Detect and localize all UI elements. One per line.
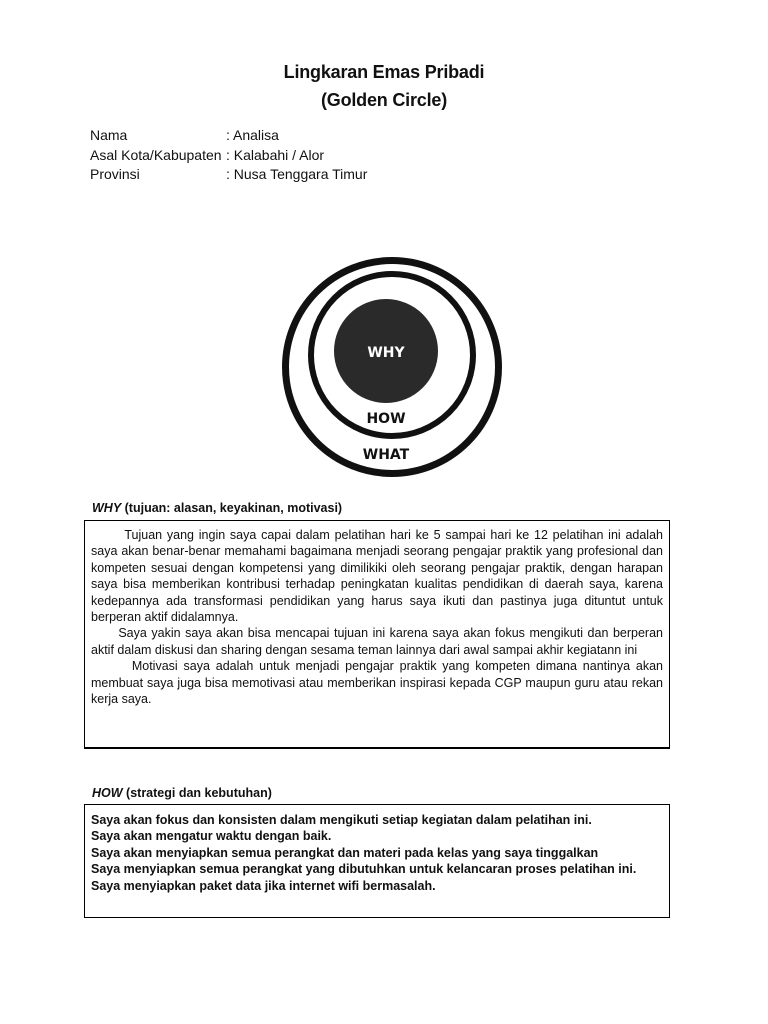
how-line: Saya menyiapkan semua perangkat yang dibutuhkan untuk kelancaran proses pelatihan ini. (91, 862, 637, 877)
info-label: Asal Kota/Kabupaten (90, 146, 222, 163)
why-paragraph: Motivasi saya adalah untuk menjadi pengajar praktik yang kompeten dimana nantinya akan membuat saya juga bisa memotivasi atau memberikan inspirasi kepada CGP maupun guru atau rekan kerja saya. (91, 659, 663, 707)
why-heading-key: WHY (92, 501, 122, 515)
info-value: : Analisa (226, 127, 279, 143)
info-label: Provinsi (90, 166, 140, 182)
identity-info (90, 126, 367, 185)
what-label: WHAT (362, 447, 410, 463)
why-content-box (84, 520, 670, 749)
how-content-box (84, 804, 670, 918)
why-heading-text: (tujuan: alasan, keyakinan, motivasi) (121, 501, 343, 515)
why-paragraph: Tujuan yang ingin saya capai dalam pelatihan hari ke 5 sampai hari ke 12 pelatihan ini adalah saya akan benar-benar memahami bagaimana menjadi seorang pengajar praktik yang profesional dan kompeten sesuai dengan kompetensi yang dimilikiki oleh seorang pengajar praktik, dengan harapan saya bisa memberikan kontribusi terhadap peningkatan kualitas pendidikan di daerah saya, karena kedepannya ada transformasi pendidikan yang harus saya ikuti dan pastinya juga dituntut untuk berperan aktif didalamnya. (91, 528, 663, 625)
how-line: Saya akan menyiapkan semua perangkat dan materi pada kelas yang saya tinggalkan (91, 845, 599, 860)
info-value: : Nusa Tenggara Timur (226, 166, 368, 182)
golden-circle-diagram (280, 255, 504, 479)
how-line: Saya akan fokus dan konsisten dalam mengikuti setiap kegiatan dalam pelatihan ini. (91, 813, 592, 827)
how-section-heading (92, 786, 272, 800)
how-line: Saya menyiapkan paket data jika internet wifi bermasalah. (91, 878, 436, 893)
info-row-provinsi (90, 165, 367, 185)
info-value: : Kalabahi / Alor (226, 146, 325, 163)
title-line-2: (Golden Circle) (320, 90, 447, 110)
how-line: Saya akan mengatur waktu dengan baik. (91, 829, 332, 844)
info-row-nama (90, 126, 367, 146)
info-row-kota (90, 146, 367, 166)
title-line-1: Lingkaran Emas Pribadi (283, 62, 485, 82)
golden-circle-svg (280, 255, 504, 479)
document-title (0, 58, 768, 114)
why-label: WHY (367, 345, 405, 361)
info-label: Nama (90, 127, 128, 143)
why-section-heading (92, 501, 342, 515)
how-label: HOW (366, 411, 406, 427)
how-heading-key: HOW (92, 786, 123, 800)
how-heading-text: (strategi dan kebutuhan) (122, 786, 272, 800)
why-paragraph: Saya yakin saya akan bisa mencapai tujuan ini karena saya akan fokus mengikuti dan berperan aktif dalam diskusi dan sharing dengan sesama teman lainnya dari awal sampai akhir kegiatann ini (91, 626, 663, 657)
